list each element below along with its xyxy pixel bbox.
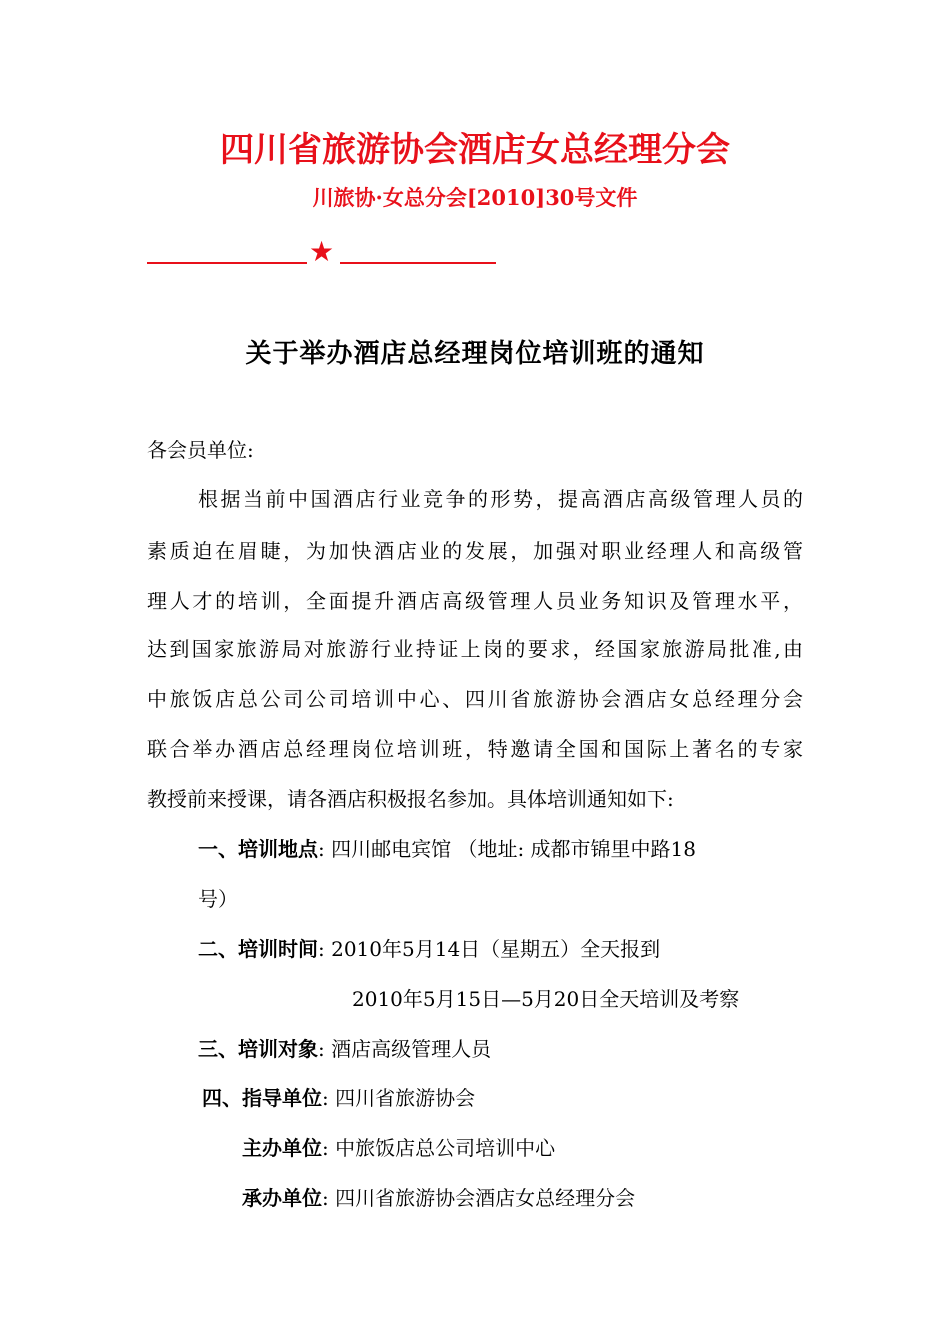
target-value: : 酒店高级管理人员 xyxy=(318,1037,492,1061)
target-label: 三、培训对象 xyxy=(198,1037,318,1061)
document-number: 川旅协·女总分会[2010]30号文件 xyxy=(312,185,638,210)
time-label: 二、培训时间 xyxy=(198,937,318,961)
paragraph-line: 素质迫在眉睫，为加快酒店业的发展，加强对职业经理人和高级管 xyxy=(147,539,803,563)
salutation: 各会员单位: xyxy=(147,438,254,462)
guide-label: 四、指导单位 xyxy=(202,1086,322,1110)
paragraph-line: 达到国家旅游局对旅游行业持证上岗的要求，经国家旅游局批准,由 xyxy=(147,637,803,661)
time-value: : 2010年5月14日（星期五）全天报到 xyxy=(318,937,661,961)
organizer-label: 承办单位 xyxy=(242,1186,322,1210)
paragraph-line: 中旅饭店总公司公司培训中心、四川省旅游协会酒店女总经理分会 xyxy=(147,687,803,711)
separator-line-right xyxy=(340,262,496,264)
paragraph-line: 教授前来授课，请各酒店积极报名参加。具体培训通知如下: xyxy=(147,787,674,811)
organizer-value: : 四川省旅游协会酒店女总经理分会 xyxy=(322,1186,636,1210)
star-icon: ★ xyxy=(309,235,335,268)
item-guide xyxy=(202,1083,475,1113)
item-host xyxy=(242,1133,555,1163)
time-value-second: 2010年5月15日—5月20日全天培训及考察 xyxy=(352,987,740,1011)
item-organizer xyxy=(242,1183,635,1213)
separator-line-left xyxy=(147,262,307,264)
item-location xyxy=(198,834,696,864)
notice-title: 关于举办酒店总经理岗位培训班的通知 xyxy=(245,339,705,369)
item-time xyxy=(198,934,660,964)
organization-title: 四川省旅游协会酒店女总经理分会 xyxy=(220,130,730,170)
paragraph-line: 根据当前中国酒店行业竞争的形势，提高酒店高级管理人员的 xyxy=(198,487,803,511)
host-label: 主办单位 xyxy=(242,1136,322,1160)
paragraph-line: 理人才的培训，全面提升酒店高级管理人员业务知识及管理水平， xyxy=(147,589,803,613)
location-value: : 四川邮电宾馆 （地址: 成都市锦里中路18 xyxy=(318,837,696,861)
item-target xyxy=(198,1034,491,1064)
paragraph-line: 联合举办酒店总经理岗位培训班，特邀请全国和国际上著名的专家 xyxy=(147,737,803,761)
location-continuation: 号） xyxy=(198,887,238,911)
guide-value: : 四川省旅游协会 xyxy=(322,1086,476,1110)
host-value: : 中旅饭店总公司培训中心 xyxy=(322,1136,556,1160)
location-label: 一、培训地点 xyxy=(198,837,318,861)
